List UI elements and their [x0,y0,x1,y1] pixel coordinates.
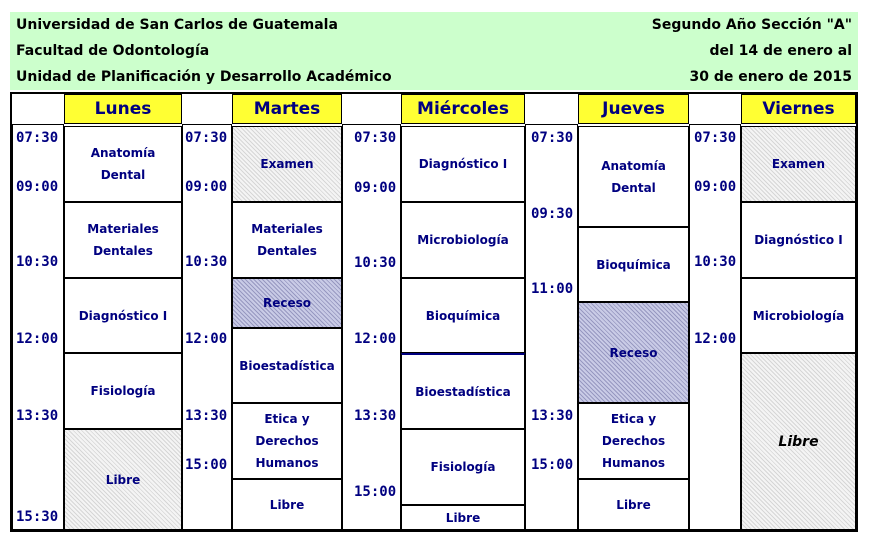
time-label: 13:30 [16,408,59,424]
time-label: 13:30 [185,408,228,424]
time-label: 07:30 [185,130,228,146]
free-cell: Libre [401,505,525,530]
day-header-jueves: Jueves [578,94,689,124]
class-cell: Bioquímica [401,278,525,353]
time-label: 09:00 [354,180,397,196]
time-label: 11:00 [531,281,574,297]
recess-cell: Receso [232,278,342,328]
day-header-martes: Martes [232,94,342,124]
class-cell: Diagnóstico I [401,126,525,202]
class-cell: Bioquímica [578,227,689,302]
free-cell: Libre [741,353,856,530]
class-cell: Bioestadística [232,328,342,403]
time-label: 15:00 [185,457,228,473]
class-cell: Diagnóstico I [741,202,856,278]
day-header-viernes: Viernes [741,94,856,124]
time-label: 15:00 [354,484,397,500]
time-label: 10:30 [185,254,228,270]
exam-cell: Examen [741,126,856,202]
class-cell: Anatomía Dental [64,126,182,202]
time-label: 07:30 [531,130,574,146]
class-cell: Bioestadística [401,353,525,429]
section-label: Segundo Año Sección "A" [651,17,852,33]
class-cell: Materiales Dentales [232,202,342,278]
time-label: 09:00 [185,179,228,195]
time-label: 09:30 [531,206,574,222]
document-header [10,12,858,90]
class-cell: Diagnóstico I [64,278,182,353]
free-cell: Libre [232,479,342,530]
recess-cell: Receso [578,302,689,403]
day-header-miercoles: Miércoles [401,94,525,124]
class-cell: Materiales Dentales [64,202,182,278]
time-label: 09:00 [16,179,59,195]
time-label: 10:30 [694,254,737,270]
faculty-name: Facultad de Odontología [16,43,210,59]
date-range-end: 30 de enero de 2015 [689,69,852,85]
time-label: 12:00 [16,331,59,347]
time-label: 10:30 [16,254,59,270]
time-label: 12:00 [694,331,737,347]
time-label: 12:00 [354,331,397,347]
free-cell: Libre [578,479,689,530]
university-name: Universidad de San Carlos de Guatemala [16,17,338,33]
class-cell: Fisiología [401,429,525,505]
class-cell: Microbiología [741,278,856,353]
unit-name: Unidad de Planificación y Desarrollo Académico [16,69,392,85]
exam-cell: Examen [232,126,342,202]
time-label: 13:30 [531,408,574,424]
time-label: 12:00 [185,331,228,347]
class-cell: Etica y Derechos Humanos [578,403,689,479]
time-label: 07:30 [694,130,737,146]
time-label: 07:30 [16,130,59,146]
class-cell: Fisiología [64,353,182,429]
free-cell: Libre [64,429,182,530]
time-label: 07:30 [354,130,397,146]
date-range-start: del 14 de enero al [709,43,852,59]
time-label: 15:30 [16,509,59,525]
time-label: 13:30 [354,408,397,424]
day-header-lunes: Lunes [64,94,182,124]
class-cell: Anatomía Dental [578,126,689,227]
time-label: 10:30 [354,255,397,271]
time-label: 09:00 [694,179,737,195]
time-label: 15:00 [531,457,574,473]
class-cell: Etica y Derechos Humanos [232,403,342,479]
class-cell: Microbiología [401,202,525,278]
